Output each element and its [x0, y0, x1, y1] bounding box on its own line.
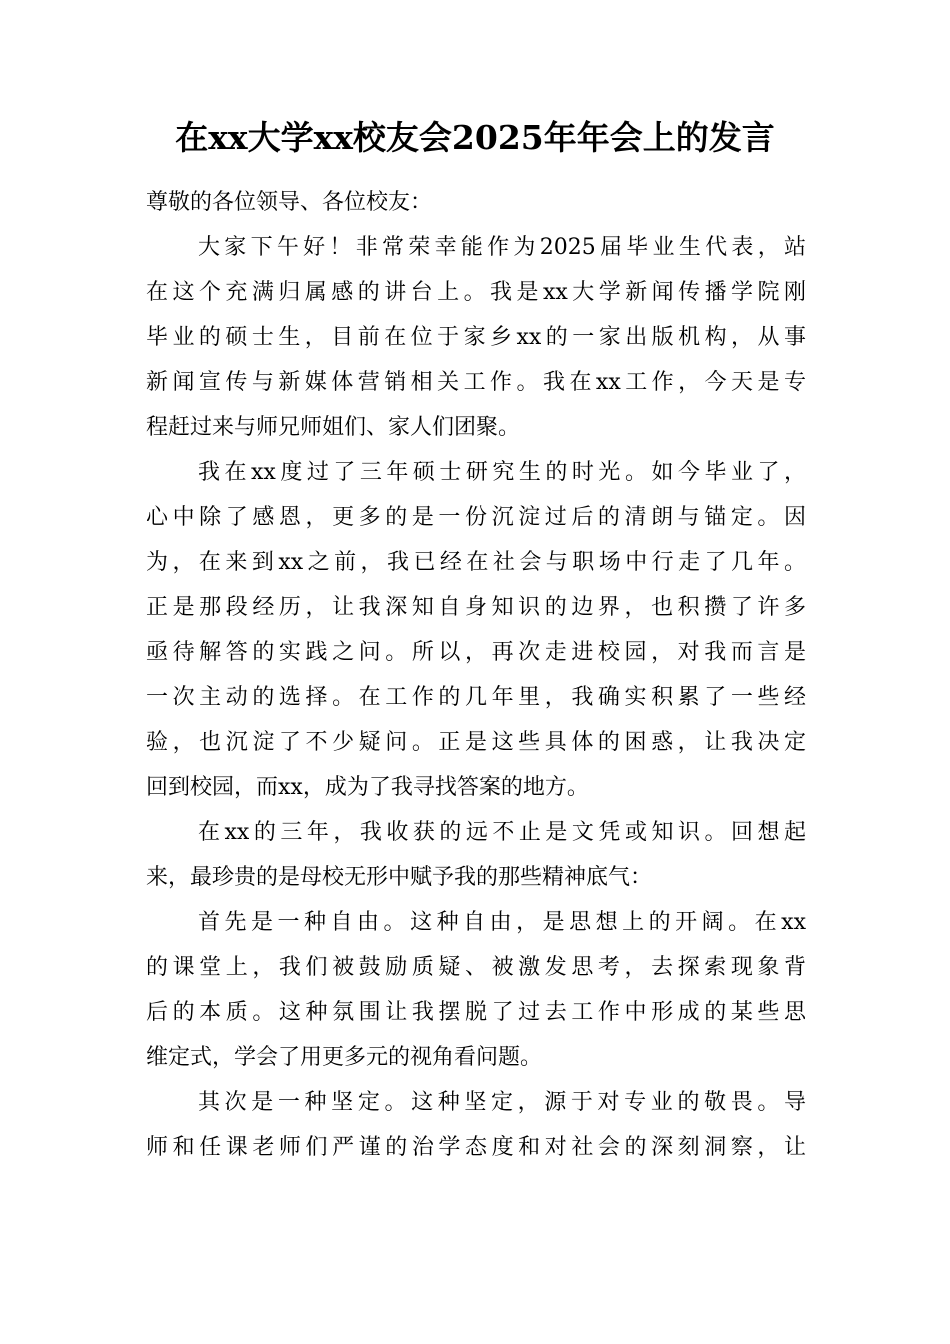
body-line: 师和任课老师们严谨的治学态度和对社会的深刻洞察，让 [146, 1135, 806, 1160]
body-line: 程赶过来与师兄师姐们、家人们团聚。 [146, 415, 521, 440]
document-title: 在xx大学xx校友会2025年年会上的发言 [175, 118, 775, 157]
body-line: 尊敬的各位领导、各位校友： [146, 190, 433, 215]
body-line: 正是那段经历，让我深知自身知识的边界，也积攒了许多 [146, 595, 806, 620]
body-line: 我在xx度过了三年硕士研究生的时光。如今毕业了， [198, 460, 806, 485]
body-line: 大家下午好！非常荣幸能作为2025届毕业生代表，站 [198, 235, 806, 260]
body-line: 亟待解答的实践之问。所以，再次走进校园，对我而言是 [146, 640, 806, 665]
body-line: 为，在来到xx之前，我已经在社会与职场中行走了几年。 [146, 550, 806, 575]
body-line: 后的本质。这种氛围让我摆脱了过去工作中形成的某些思 [146, 1000, 806, 1025]
body-line: 一次主动的选择。在工作的几年里，我确实积累了一些经 [146, 685, 806, 710]
body-line: 新闻宣传与新媒体营销相关工作。我在xx工作，今天是专 [146, 370, 806, 395]
body-line: 来，最珍贵的是母校无形中赋予我的那些精神底气： [146, 865, 653, 890]
document-body [146, 180, 806, 1170]
body-line: 维定式，学会了用更多元的视角看问题。 [146, 1045, 543, 1070]
body-line: 毕业的硕士生，目前在位于家乡xx的一家出版机构，从事 [146, 325, 806, 350]
body-line: 心中除了感恩，更多的是一份沉淀过后的清朗与锚定。因 [146, 505, 806, 530]
body-line: 在这个充满归属感的讲台上。我是xx大学新闻传播学院刚 [146, 280, 806, 305]
body-line: 其次是一种坚定。这种坚定，源于对专业的敬畏。导 [198, 1090, 806, 1115]
body-line: 的课堂上，我们被鼓励质疑、被激发思考，去探索现象背 [146, 955, 806, 980]
body-line: 回到校园，而xx，成为了我寻找答案的地方。 [146, 775, 589, 800]
body-line: 首先是一种自由。这种自由，是思想上的开阔。在xx [198, 910, 806, 935]
body-line: 验，也沉淀了不少疑问。正是这些具体的困惑，让我决定 [146, 730, 806, 755]
body-line: 在xx的三年，我收获的远不止是文凭或知识。回想起 [198, 820, 806, 845]
